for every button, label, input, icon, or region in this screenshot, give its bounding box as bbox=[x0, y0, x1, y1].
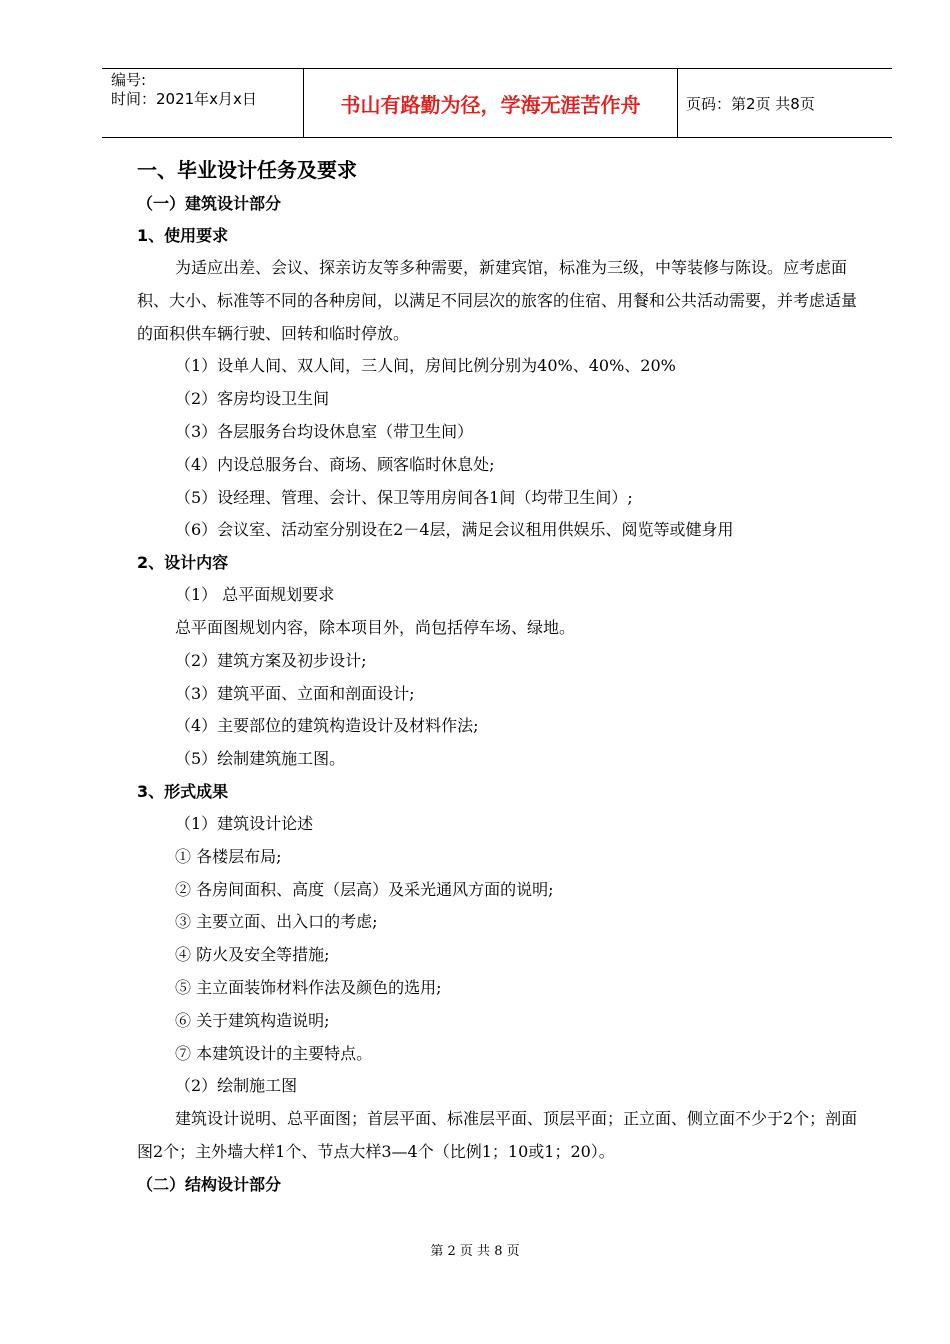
page-header bbox=[102, 68, 892, 138]
list-item: ⑦ 本建筑设计的主要特点。 bbox=[175, 1043, 373, 1063]
list-item: （4）内设总服务台、商场、顾客临时休息处; bbox=[175, 454, 495, 474]
drawings-paragraph: 建筑设计说明、总平面图；首层平面、标准层平面、顶层平面；正立面、侧立面不少于2个；剖面图2个；主外墙大样1个、节点大样3—4个（比例1；10或1；20）。 bbox=[137, 1109, 858, 1161]
results-list bbox=[137, 808, 867, 1103]
time-label: 时间：2021年x月x日 bbox=[111, 90, 257, 108]
header-left-cell bbox=[102, 69, 304, 137]
list-item: （3）各层服务台均设休息室（带卫生间） bbox=[175, 421, 474, 441]
list-item: （1） 总平面规划要求 bbox=[175, 585, 335, 605]
list-item: （4）主要部位的建筑构造设计及材料作法; bbox=[175, 716, 479, 736]
number-label: 编号: bbox=[111, 71, 147, 89]
list-item: ③ 主要立面、出入口的考虑; bbox=[175, 912, 378, 932]
header-page-info: 页码：第2页 共8页 bbox=[686, 94, 815, 113]
list-item: ⑤ 主立面装饰材料作法及颜色的选用; bbox=[175, 977, 442, 997]
list-item: （1）设单人间、双人间，三人间，房间比例分别为40%、40%、20% bbox=[175, 356, 676, 376]
page-footer: 第 2 页 共 8 页 bbox=[430, 1244, 520, 1259]
subsection-heading-content: 2、设计内容 bbox=[137, 553, 229, 573]
usage-list bbox=[137, 350, 867, 547]
usage-paragraph: 为适应出差、会议、探亲访友等多种需要，新建宾馆，标准为三级，中等装修与陈设。应考虑面积、大小、标准等不同的各种房间，以满足不同层次的旅客的住宿、用餐和公共活动需要，并考虑适量的面积供车辆行驶、回转和临时停放。 bbox=[137, 258, 858, 343]
list-item: ② 各房间面积、高度（层高）及采光通风方面的说明; bbox=[175, 879, 554, 899]
list-item: ④ 防火及安全等措施; bbox=[175, 945, 330, 965]
list-item: （3）建筑平面、立面和剖面设计; bbox=[175, 683, 415, 703]
section-heading-structure: （二）结构设计部分 bbox=[137, 1174, 282, 1194]
list-item: （2）绘制施工图 bbox=[175, 1076, 298, 1096]
list-item: 总平面图规划内容，除本项目外，尚包括停车场、绿地。 bbox=[175, 617, 576, 637]
list-item: ① 各楼层布局; bbox=[175, 846, 282, 866]
list-item: （6）会议室、活动室分别设在2－4层，满足会议租用供娱乐、阅览等或健身用 bbox=[175, 520, 734, 540]
subsection-heading-results: 3、形式成果 bbox=[137, 781, 229, 801]
content-list bbox=[137, 579, 867, 776]
subsection-heading-usage: 1、使用要求 bbox=[137, 226, 229, 245]
list-item: （5）设经理、管理、会计、保卫等用房间各1间（均带卫生间）; bbox=[175, 487, 633, 507]
header-motto: 书山有路勤为径，学海无涯苦作舟 bbox=[304, 69, 678, 137]
document-body bbox=[137, 152, 867, 1201]
list-item: （2）客房均设卫生间 bbox=[175, 389, 330, 409]
list-item: （5）绘制建筑施工图。 bbox=[175, 749, 346, 769]
list-item: （1）建筑设计论述 bbox=[175, 813, 314, 833]
list-item: ⑥ 关于建筑构造说明; bbox=[175, 1010, 330, 1030]
section-heading-main: 一、毕业设计任务及要求 bbox=[137, 158, 357, 182]
list-item: （2）建筑方案及初步设计; bbox=[175, 650, 367, 670]
section-heading-architecture: （一）建筑设计部分 bbox=[137, 194, 282, 213]
